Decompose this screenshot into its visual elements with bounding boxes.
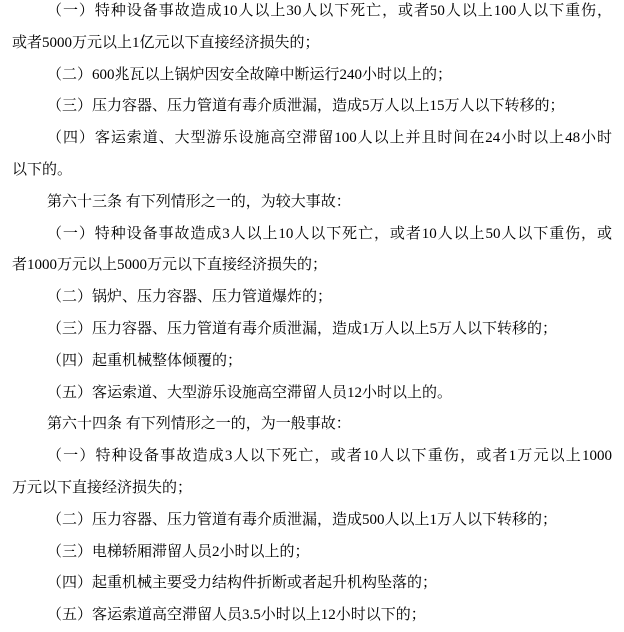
clause-line: （五）客运索道高空滞留人员3.5小时以上12小时以下的；	[47, 607, 426, 624]
clause-line: （一）特种设备事故造成3人以下死亡，或者10人以下重伤，或者1万元以上1000	[47, 448, 612, 465]
larger-accident-clause-2	[12, 282, 612, 314]
larger-accident-clause-3	[12, 314, 612, 346]
clause-line: （一）特种设备事故造成3人以上10人以下死亡，或者10人以上50人以下重伤，或	[47, 225, 612, 242]
clause-line: 万元以下直接经济损失的；	[12, 479, 193, 496]
clause-line: （四）客运索道、大型游乐设施高空滞留100人以上并且时间在24小时以上48小时	[47, 130, 612, 147]
clause-line: （四）起重机械主要受力结构件折断或者起升机构坠落的；	[47, 575, 438, 592]
clause-line: （五）客运索道、大型游乐设施高空滞留人员12小时以上的。	[47, 384, 453, 401]
document-body	[12, 0, 612, 632]
clause-line: （三）电梯轿厢滞留人员2小时以上的；	[47, 543, 310, 560]
clause-line: 或者5000万元以上1亿元以下直接经济损失的；	[12, 34, 320, 51]
clause-line: （二）压力容器、压力管道有毒介质泄漏，造成500人以上1万人以下转移的；	[47, 511, 558, 528]
article-heading-line: 第六十四条 有下列情形之一的，为一般事故：	[47, 416, 351, 433]
major-accident-clause-4	[12, 123, 612, 187]
major-accident-clause-2	[12, 60, 612, 92]
clause-line: 以下的。	[12, 161, 73, 178]
article-64-heading	[12, 409, 612, 441]
larger-accident-clause-5	[12, 378, 612, 410]
clause-line: （一）特种设备事故造成10人以上30人以下死亡，或者50人以上100人以下重伤，	[47, 3, 612, 19]
clause-line: （四）起重机械整体倾覆的；	[47, 352, 243, 369]
major-accident-clause-1	[12, 0, 612, 60]
larger-accident-clause-1	[12, 219, 612, 283]
clause-line: （三）压力容器、压力管道有毒介质泄漏，造成5万人以上15万人以下转移的；	[47, 98, 565, 115]
general-accident-clause-4	[12, 568, 612, 600]
clause-line: （二）600兆瓦以上锅炉因安全故障中断运行240小时以上的；	[47, 66, 453, 83]
article-heading-line: 第六十三条 有下列情形之一的，为较大事故：	[47, 193, 351, 210]
clause-line: （三）压力容器、压力管道有毒介质泄漏，造成1万人以上5万人以下转移的；	[47, 320, 558, 337]
general-accident-clause-1	[12, 441, 612, 505]
major-accident-clause-3	[12, 91, 612, 123]
article-63-heading	[12, 187, 612, 219]
larger-accident-clause-4	[12, 346, 612, 378]
clause-line: 者1000万元以上5000万元以下直接经济损失的；	[12, 257, 328, 274]
clause-line: （二）锅炉、压力容器、压力管道爆炸的；	[47, 289, 333, 306]
general-accident-clause-2	[12, 505, 612, 537]
general-accident-clause-5	[12, 600, 612, 632]
general-accident-clause-3	[12, 537, 612, 569]
